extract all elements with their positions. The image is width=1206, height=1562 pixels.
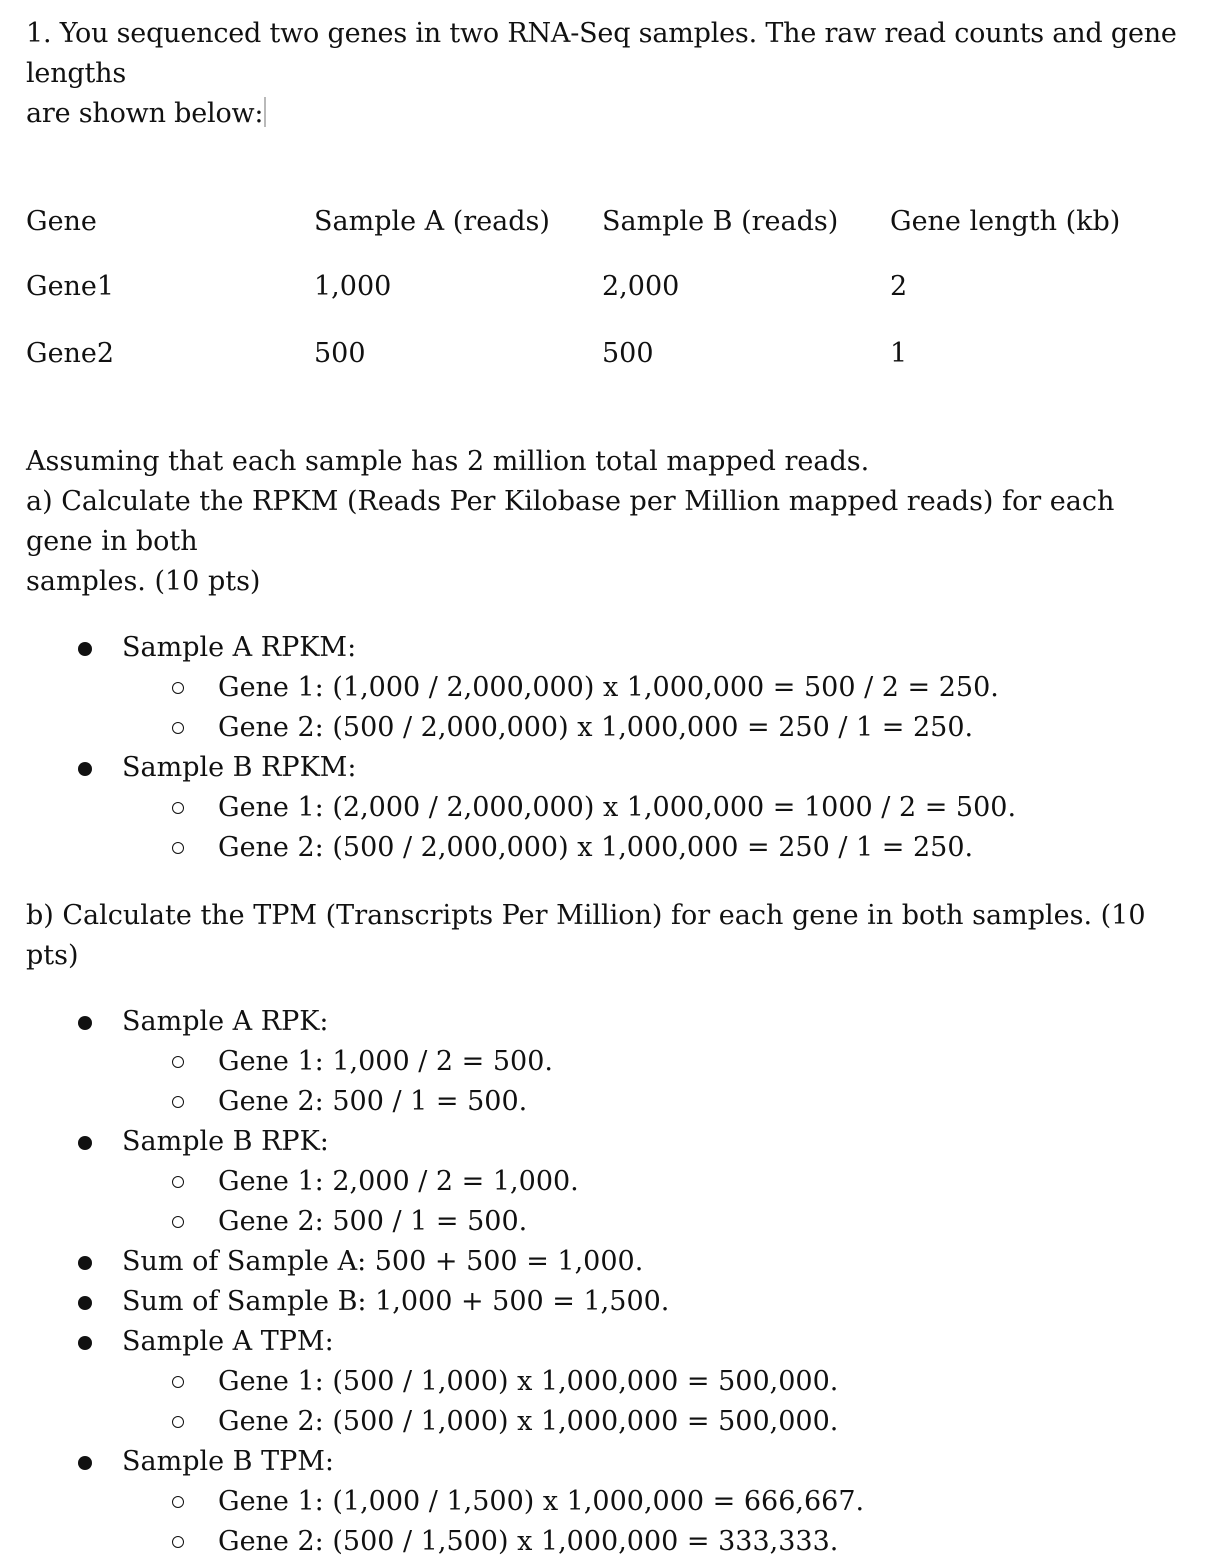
text-cursor: [264, 97, 266, 127]
answer-line: Gene 1: 1,000 / 2 = 500.: [218, 1046, 553, 1077]
cell-sample-a: 500: [314, 338, 366, 369]
answer-line: Gene 2: 500 / 1 = 500.: [218, 1206, 528, 1237]
bullet-icon: [78, 1456, 92, 1470]
intro-line-1: 1. You sequenced two genes in two RNA-Seq samples. The raw read counts and gene lengths: [26, 18, 1177, 89]
cell-sample-b: 2,000: [602, 271, 680, 302]
table-row: [26, 267, 1186, 307]
section-label: Sum of Sample A: 500 + 500 = 1,000.: [122, 1246, 644, 1277]
list-item: [26, 1322, 1186, 1442]
table-row: [26, 334, 1186, 374]
list-item: [26, 748, 1186, 868]
answer-line: Gene 2: (500 / 2,000,000) x 1,000,000 = 250 / 1 = 250.: [218, 712, 974, 743]
list-item: [26, 828, 1186, 868]
bullet-icon: [78, 1016, 92, 1030]
list-item: [26, 628, 1186, 748]
section-label: Sample B TPM:: [122, 1446, 335, 1477]
cell-gene-length: 2: [890, 271, 908, 302]
part-a-line-2: samples. (10 pts): [26, 566, 261, 597]
circle-bullet-icon: [172, 1496, 184, 1508]
cell-sample-b: 500: [602, 338, 654, 369]
section-label: Sample A TPM:: [122, 1326, 334, 1357]
list-item: [26, 1282, 1186, 1322]
answer-line: Gene 2: (500 / 2,000,000) x 1,000,000 = 250 / 1 = 250.: [218, 832, 974, 863]
header-sample-b: Sample B (reads): [602, 206, 839, 237]
document-body[interactable]: [26, 14, 1186, 1562]
cell-gene: Gene1: [26, 271, 115, 302]
table-header-row: [26, 202, 1186, 242]
list-item: [26, 1402, 1186, 1442]
header-sample-a: Sample A (reads): [314, 206, 550, 237]
section-label: Sum of Sample B: 1,000 + 500 = 1,500.: [122, 1286, 670, 1317]
answer-line: Gene 1: (1,000 / 1,500) x 1,000,000 = 666,667.: [218, 1486, 865, 1517]
bullet-icon: [78, 1296, 92, 1310]
list-item: [26, 1122, 1186, 1242]
assumption-text: Assuming that each sample has 2 million total mapped reads.: [26, 446, 870, 477]
part-b-answer-list: [26, 1002, 1186, 1562]
cell-sample-a: 1,000: [314, 271, 392, 302]
circle-bullet-icon: [172, 682, 184, 694]
header-gene: Gene: [26, 206, 97, 237]
cell-gene-length: 1: [890, 338, 908, 369]
intro-line-2: are shown below:: [26, 98, 264, 129]
list-item: [26, 1242, 1186, 1282]
list-item: [26, 788, 1186, 828]
list-item: [26, 1362, 1186, 1402]
circle-bullet-icon: [172, 1416, 184, 1428]
list-item: [26, 1002, 1186, 1122]
circle-bullet-icon: [172, 1096, 184, 1108]
question-intro: [26, 14, 1186, 134]
bullet-icon: [78, 642, 92, 656]
circle-bullet-icon: [172, 842, 184, 854]
answer-line: Gene 2: 500 / 1 = 500.: [218, 1086, 528, 1117]
list-item: [26, 1482, 1186, 1522]
section-label: Sample B RPKM:: [122, 752, 357, 783]
section-label: Sample B RPK:: [122, 1126, 329, 1157]
section-label: Sample A RPK:: [122, 1006, 329, 1037]
answer-line: Gene 2: (500 / 1,000) x 1,000,000 = 500,000.: [218, 1406, 839, 1437]
circle-bullet-icon: [172, 1536, 184, 1548]
list-item: [26, 1162, 1186, 1202]
circle-bullet-icon: [172, 1056, 184, 1068]
bullet-icon: [78, 1336, 92, 1350]
bullet-icon: [78, 1256, 92, 1270]
circle-bullet-icon: [172, 1376, 184, 1388]
bullet-icon: [78, 1136, 92, 1150]
answer-line: Gene 1: (500 / 1,000) x 1,000,000 = 500,000.: [218, 1366, 839, 1397]
part-a-answer-list: [26, 628, 1186, 868]
list-item: [26, 1442, 1186, 1562]
answer-line: Gene 1: (1,000 / 2,000,000) x 1,000,000 = 500 / 2 = 250.: [218, 672, 999, 703]
section-label: Sample A RPKM:: [122, 632, 357, 663]
header-gene-length: Gene length (kb): [890, 206, 1121, 237]
circle-bullet-icon: [172, 722, 184, 734]
list-item: [26, 708, 1186, 748]
part-a-line-1: a) Calculate the RPKM (Reads Per Kilobase per Million mapped reads) for each gene in both: [26, 486, 1115, 557]
answer-line: Gene 1: 2,000 / 2 = 1,000.: [218, 1166, 579, 1197]
answer-line: Gene 2: (500 / 1,500) x 1,000,000 = 333,333.: [218, 1526, 839, 1557]
list-item: [26, 1082, 1186, 1122]
list-item: [26, 668, 1186, 708]
part-a-prompt: [26, 442, 1186, 602]
part-b-prompt: b) Calculate the TPM (Transcripts Per Million) for each gene in both samples. (10 pts): [26, 900, 1146, 971]
list-item: [26, 1042, 1186, 1082]
list-item: [26, 1202, 1186, 1242]
cell-gene: Gene2: [26, 338, 115, 369]
list-item: [26, 1522, 1186, 1562]
read-count-table: [26, 202, 1186, 372]
circle-bullet-icon: [172, 1176, 184, 1188]
bullet-icon: [78, 762, 92, 776]
circle-bullet-icon: [172, 1216, 184, 1228]
circle-bullet-icon: [172, 802, 184, 814]
answer-line: Gene 1: (2,000 / 2,000,000) x 1,000,000 = 1000 / 2 = 500.: [218, 792, 1017, 823]
